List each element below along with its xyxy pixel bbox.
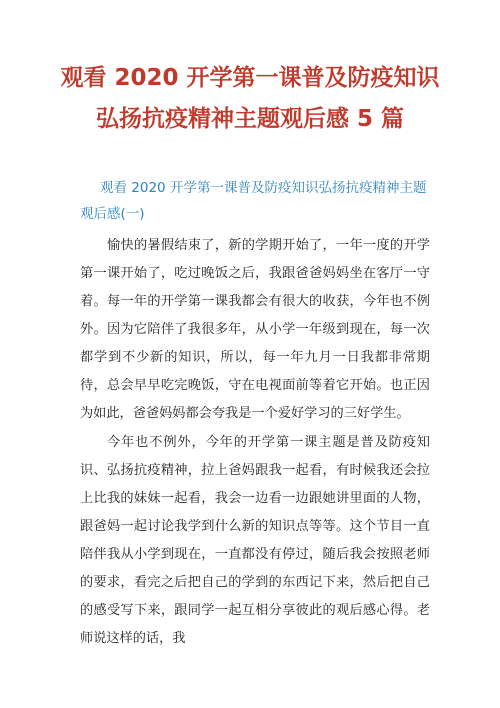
document-title <box>40 58 460 140</box>
section-heading: 观看 2020 开学第一课普及防疫知识弘扬抗疫精神主题观后感(一) <box>80 180 427 222</box>
document-title-line-2: 弘扬抗疫精神主题观后感 5 篇 <box>95 106 405 132</box>
body-paragraph-1: 愉快的暑假结束了，新的学期开始了，一年一度的开学第一课开始了，吃过晚饭之后，我跟爸爸妈妈坐在客厅一守着。每一年的开学第一课我都会有很大的收获，今年也不例外。因为它陪伴了我很多年，从小学一年级到现在，每一次都学到不少新的知识，所以，每一年九月一日我都非常期待，总会早早吃完晚饭，守在电视面前等着它开始。也正因为如此，爸爸妈妈都会夸我是一个爱好学习的三好学生。 <box>80 238 430 421</box>
body-paragraph-2: 今年也不例外，今年的开学第一课主题是普及防疫知识、弘扬抗疫精神，拉上爸妈跟我一起看，有时候我还会拉上比我的妹妹一起看，我会一边看一边跟她讲里面的人物，跟爸妈一起讨论我学到什么新的知识点等等。这个节目一直陪伴我从小学到现在，一直都没有停过，随后我会按照老师的要求，看完之后把自己的学到的东西记下来，然后把自己的感受写下来，跟同学一起互相分享彼此的观后感心得。老师说这样的话，我 <box>80 435 430 646</box>
document-title-line-1: 观看 2020 开学第一课普及防疫知识 <box>60 65 440 91</box>
